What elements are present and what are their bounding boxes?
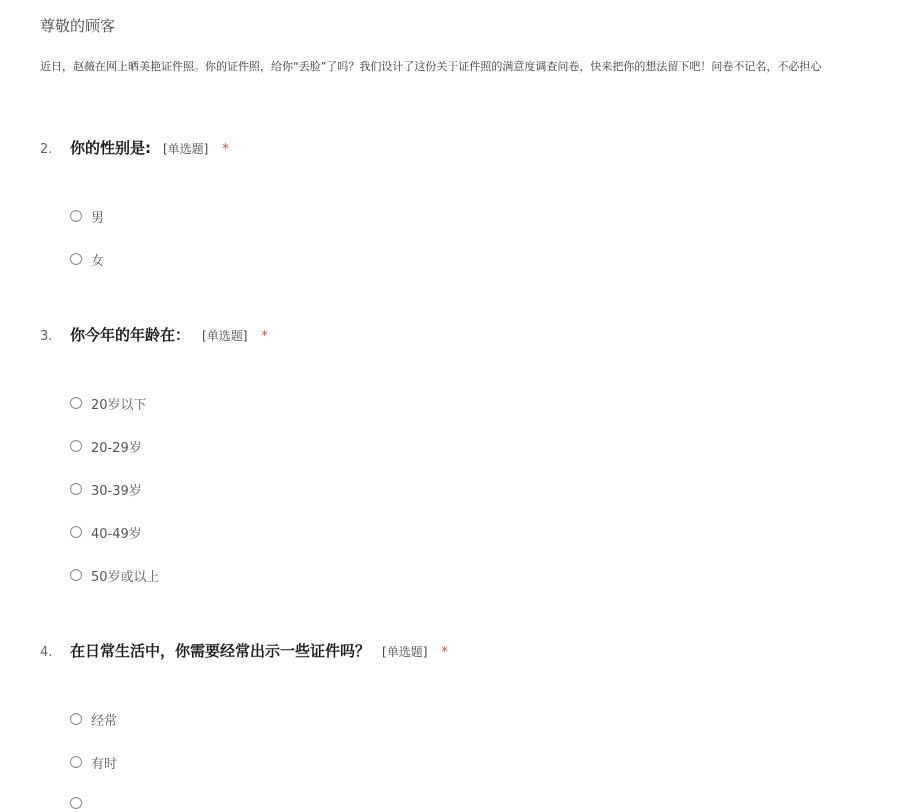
required-marker: *: [441, 645, 448, 660]
option-label: 50岁或以上: [91, 569, 160, 585]
option-male[interactable]: [70, 207, 104, 225]
option-label: 经常: [91, 713, 118, 729]
question-number: 3.: [40, 329, 53, 344]
option-label: 30-39岁: [91, 483, 142, 499]
radio-button[interactable]: [70, 526, 82, 538]
survey-intro: 近日，赵薇在网上晒美艳证件照。你的证件照，给你“丢脸”了吗？我们设计了这份关于证件照的满意度调查问卷，快来把你的想法留下吧！问卷不记名，不必担心: [40, 60, 822, 73]
question-number: 4.: [40, 645, 53, 660]
option-label: 20岁以下: [91, 397, 147, 413]
option-age-20-29[interactable]: [70, 437, 142, 455]
radio-button[interactable]: [70, 797, 82, 809]
question-title: 你的性别是:: [70, 139, 151, 157]
option-label: 40-49岁: [91, 526, 142, 542]
option-age-30-39[interactable]: [70, 480, 142, 498]
question-title: 你今年的年龄在：: [70, 326, 191, 344]
question-2-header: [40, 137, 229, 158]
option-partially-visible[interactable]: [70, 794, 91, 812]
radio-button[interactable]: [70, 569, 82, 581]
option-label: 有时: [91, 756, 118, 772]
option-often[interactable]: [70, 710, 117, 728]
option-label: 20-29岁: [91, 440, 142, 456]
question-4-header: [40, 640, 448, 661]
option-female[interactable]: [70, 250, 104, 268]
survey-greeting: 尊敬的顾客: [40, 17, 116, 35]
radio-button[interactable]: [70, 210, 82, 222]
option-label: 男: [91, 210, 105, 226]
radio-button[interactable]: [70, 756, 82, 768]
radio-button[interactable]: [70, 713, 82, 725]
option-age-under-20[interactable]: [70, 394, 147, 412]
question-title: 在日常生活中，你需要经常出示一些证件吗？: [70, 642, 371, 660]
question-type-tag: [单选题]: [163, 142, 209, 156]
question-number: 2.: [40, 142, 53, 157]
option-age-50-plus[interactable]: [70, 566, 160, 584]
question-3-header: [40, 324, 268, 345]
question-type-tag: [单选题]: [382, 645, 428, 659]
radio-button[interactable]: [70, 483, 82, 495]
option-age-40-49[interactable]: [70, 523, 142, 541]
radio-button[interactable]: [70, 440, 82, 452]
question-type-tag: [单选题]: [202, 329, 248, 343]
option-sometimes[interactable]: [70, 753, 117, 771]
option-label: 女: [91, 253, 105, 269]
required-marker: *: [222, 142, 229, 157]
radio-button[interactable]: [70, 253, 82, 265]
radio-button[interactable]: [70, 397, 82, 409]
required-marker: *: [261, 329, 268, 344]
